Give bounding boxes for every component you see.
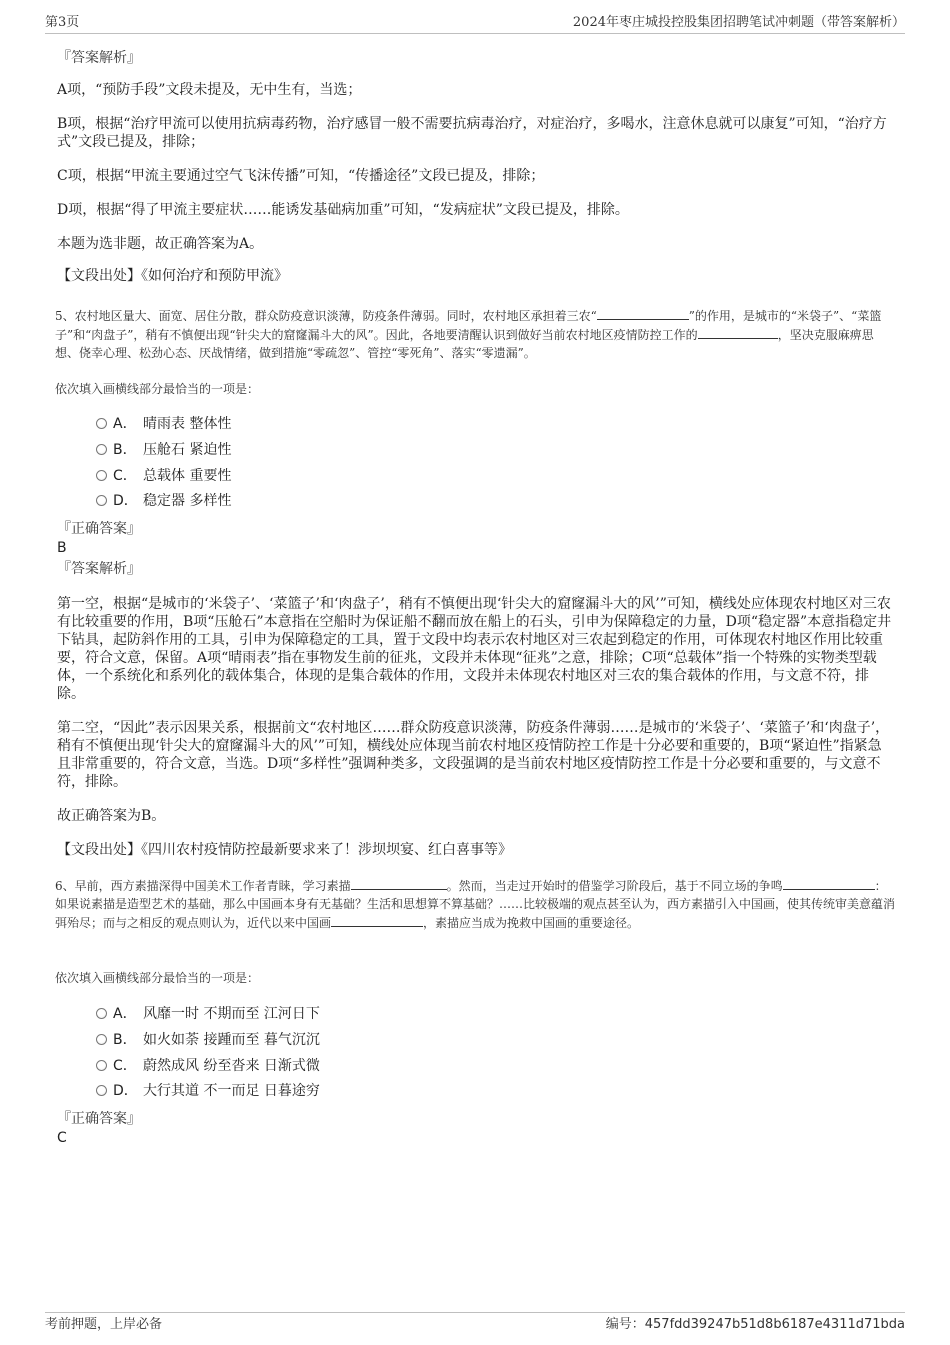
- q5-option-b[interactable]: [96, 441, 231, 459]
- page-footer: [45, 1312, 905, 1336]
- question-5-stem: [55, 306, 895, 362]
- analysis-option-d: D项，根据“得了甲流主要症状……能诱发基础病加重”可知，“发病症状”文段已提及，排除。: [57, 202, 629, 218]
- stem-text: ，坚决克服麻痹思想、侥幸心理、松劲心态、厌战情绪，做到措施“零疏忽”、管控“零死角”、落实“零遗漏”。: [55, 328, 874, 360]
- radio-button[interactable]: [96, 1060, 107, 1071]
- radio-button[interactable]: [96, 495, 107, 506]
- stem-text: 5、农村地区量大、面宽、居住分散，群众防疫意识淡薄，防疫条件薄弱。同时，农村地区承担着三农“: [55, 309, 597, 323]
- page-header: [45, 14, 905, 34]
- option-letter: D．: [113, 1083, 138, 1099]
- fill-blank-1: [597, 306, 689, 320]
- fill-blank-2: [698, 325, 778, 339]
- document-title: 2024年枣庄城投控股集团招聘笔试冲刺题（带答案解析）: [572, 15, 905, 30]
- passage-source: 【文段出处】《如何治疗和预防甲流》: [57, 268, 288, 284]
- passage-source: 【文段出处】《四川农村疫情防控最新要求来了！涉坝坝宴、红白喜事等》: [57, 842, 512, 858]
- option-text: 压舱石 紧迫性: [143, 442, 232, 458]
- fill-blank-3: [331, 913, 423, 927]
- q6-option-a[interactable]: [96, 1005, 320, 1023]
- option-text: 大行其道 不一而足 日暮途穷: [143, 1083, 320, 1099]
- option-text: 如火如荼 接踵而至 暮气沉沉: [143, 1032, 320, 1048]
- analysis-option-b: B项，根据“治疗甲流可以使用抗病毒药物，治疗感冒一般不需要抗病毒治疗，对症治疗，多喝水，注意休息就可以康复”可知，“治疗方式”文段已提及，排除；: [57, 116, 887, 150]
- analysis-label: 『答案解析』: [57, 561, 141, 577]
- stem-text: 。然而，当走过开始时的借鉴学习阶段后，基于不同立场的争鸣: [446, 879, 783, 893]
- document-code: [606, 1316, 905, 1334]
- radio-button[interactable]: [96, 1034, 107, 1045]
- option-letter: B．: [113, 442, 137, 458]
- q5-option-a[interactable]: [96, 415, 231, 433]
- radio-button[interactable]: [96, 444, 107, 455]
- radio-button[interactable]: [96, 1085, 107, 1096]
- fill-blank-2: [783, 876, 875, 890]
- analysis-paragraph-2: 第二空，“因此”表示因果关系，根据前文“农村地区……群众防疫意识淡薄，防疫条件薄弱……是城市的‘米袋子’、‘菜篮子’和‘肉盘子’，稍有不慎便出现‘针尖大的窟窿漏斗大的风’”可知，横线处应体现当前农村地区疫情防控工作是十分必要和重要的，B项“紧迫性”指紧急且非常重要的，符合文意，当选。D项“多样性”强调种类多，文段强调的是当前农村地区疫情防控工作是十分必要和重要的，与文意不符，排除。: [57, 720, 890, 790]
- question-6-prompt: 依次填入画横线部分最恰当的一项是：: [55, 971, 260, 985]
- analysis-paragraph-1: 第一空，根据“是城市的‘米袋子’、‘菜篮子’和‘肉盘子’，稍有不慎便出现‘针尖大的窟窿漏斗大的风’”可知，横线处应体现农村地区对三农有比较重要的作用，B项“压舱石”本意指在空船时为保证船不翻而放在船上的石头，引申为保障稳定的力量，D项“稳定器”本意指稳定井下钻具，起防斜作用的工具，引申为保障稳定的工具，置于文段中均表示农村地区对三农起到稳定的作用，可体现农村地区作用比较重要，符合文意，保留。A项“晴雨表”指在事物发生前的征兆，文段并未体现“征兆”之意，排除；C项“总载体”指一个特殊的实物类型载体，一个系统化和系列化的载体集合，体现的是集合载体的作用，文段并未体现农村地区对三农的集合载体的作用，与文意不符，排除。: [57, 596, 892, 702]
- radio-button[interactable]: [96, 1008, 107, 1019]
- page-number: 第3页: [45, 15, 80, 30]
- code-value: 457fdd39247b51d8b6187e4311d71bda: [644, 1317, 905, 1332]
- q5-option-c[interactable]: [96, 467, 231, 485]
- footer-slogan: 考前押题，上岸必备: [45, 1317, 163, 1332]
- q6-option-d[interactable]: [96, 1082, 320, 1100]
- radio-button[interactable]: [96, 418, 107, 429]
- analysis-option-c: C项，根据“甲流主要通过空气飞沫传播”可知，“传播途径”文段已提及，排除；: [57, 168, 545, 184]
- correct-answer: C: [57, 1130, 67, 1146]
- analysis-label: 『答案解析』: [57, 50, 141, 66]
- q6-option-b[interactable]: [96, 1031, 320, 1049]
- radio-button[interactable]: [96, 470, 107, 481]
- option-text: 稳定器 多样性: [143, 493, 232, 509]
- analysis-conclusion: 故正确答案为B。: [57, 808, 166, 824]
- q5-option-d[interactable]: [96, 492, 231, 510]
- option-letter: C．: [113, 1058, 137, 1074]
- option-letter: B．: [113, 1032, 137, 1048]
- question-5-prompt: 依次填入画横线部分最恰当的一项是：: [55, 382, 260, 396]
- option-letter: C．: [113, 468, 137, 484]
- correct-answer: B: [57, 540, 67, 556]
- option-text: 晴雨表 整体性: [143, 416, 232, 432]
- option-letter: A．: [113, 416, 137, 432]
- stem-text: ”的作用，是城市的“米袋子”、“菜篮子”和“肉盘子”，稍有不慎便出现“针尖大的窟窿漏斗大的风”。因此，各地要清醒认识到做好当前农村地区疫情防控工作的: [55, 309, 882, 342]
- stem-text: 6、早前，西方素描深得中国美术工作者青睐，学习素描: [55, 879, 351, 893]
- option-text: 总载体 重要性: [143, 468, 232, 484]
- stem-text: ，素描应当成为挽救中国画的重要途径。: [423, 916, 640, 930]
- fill-blank-1: [351, 876, 447, 890]
- stem-text: ：如果说素描是造型艺术的基础，那么中国画本身有无基础？生活和思想算不算基础？……比较极端的观点甚至认为，西方素描引入中国画，使其传统审美意蕴消弭殆尽；而与之相反的观点则认为，近代以来中国画: [55, 879, 896, 930]
- question-6-stem: [55, 876, 895, 932]
- q6-option-c[interactable]: [96, 1057, 320, 1075]
- option-letter: D．: [113, 493, 138, 509]
- option-text: 蔚然成风 纷至沓来 日渐式微: [143, 1058, 320, 1074]
- analysis-option-a: A项，“预防手段”文段未提及，无中生有，当选；: [57, 82, 362, 98]
- analysis-conclusion: 本题为选非题，故正确答案为A。: [57, 236, 264, 252]
- correct-answer-label: 『正确答案』: [57, 1111, 141, 1127]
- correct-answer-label: 『正确答案』: [57, 521, 141, 537]
- option-text: 风靡一时 不期而至 江河日下: [143, 1006, 320, 1022]
- code-label: 编号：: [605, 1317, 645, 1332]
- option-letter: A．: [113, 1006, 137, 1022]
